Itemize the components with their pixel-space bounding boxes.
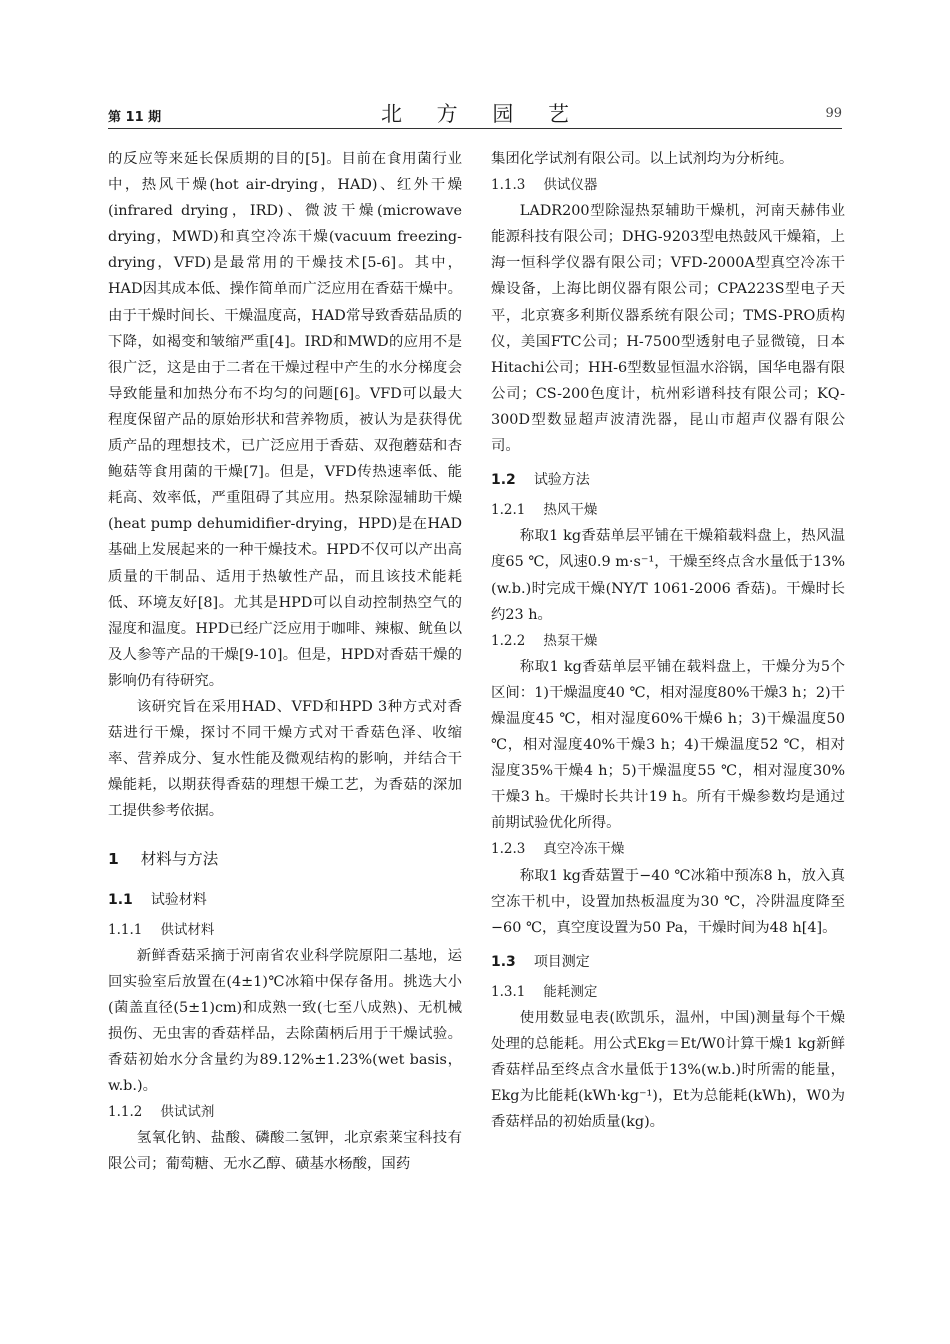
paragraph: 称取1 kg香菇单层平铺在载料盘上，干燥分为5个区间：1)干燥温度40 ℃，相对湿度80%干燥3 h；2)干燥温度45 ℃，相对湿度60%干燥6 h；3)干燥温度50 ℃，相对湿度40%干燥3 h；4)干燥温度52 ℃，相对湿度35%干燥4 h；5)干燥温度55 ℃，相对湿度30%干燥3 h。干燥时长共计19 h。所有干燥参数均是通过前期试验优化所得。 — [491, 658, 845, 832]
subsubsection-heading — [491, 979, 845, 1005]
header-rule — [108, 128, 842, 129]
issue-number: 第 11 期 — [108, 110, 162, 125]
paragraph: 称取1 kg香菇置于−40 ℃冰箱中预冻8 h，放入真空冻干机中，设置加热板温度为30 ℃，冷阱温度降至−60 ℃，真空度设置为50 Pa，干燥时间为48 h[4]。 — [491, 867, 845, 936]
subsubsection-heading — [108, 1099, 462, 1125]
section-number: 1.3.1 — [491, 983, 526, 1000]
paragraph: 称取1 kg香菇单层平铺在干燥箱载料盘上，热风温度65 ℃，风速0.9 m·s⁻¹，干燥至终点含水量低于13%(w.b.)时完成干燥(NY/T 1061-2006 香菇)。干燥时长约23 h。 — [491, 528, 845, 623]
section-number: 1 — [108, 850, 119, 869]
section-number: 1.2.2 — [491, 632, 526, 649]
section-number: 1.1 — [108, 891, 133, 908]
section-number: 1.1.2 — [108, 1104, 143, 1121]
page-number: 99 — [825, 106, 842, 121]
subsection-heading — [491, 467, 845, 493]
section-number: 1.1.1 — [108, 921, 143, 938]
subsection-heading — [491, 949, 845, 975]
section-number: 1.1.3 — [491, 177, 526, 194]
left-column — [108, 146, 462, 1178]
section-title: 试验材料 — [150, 891, 207, 908]
section-title: 项目测定 — [533, 953, 590, 970]
section-title: 试验方法 — [533, 472, 590, 489]
paragraph: LADR200型除湿热泵辅助干燥机，河南天赫伟业能源科技有限公司；DHG-9203型电热鼓风干燥箱，上海一恒科学仪器有限公司；VFD-2000A型真空冷冻干燥设备，上海比朗仪器有限公司；CPA223S型电子天平，北京赛多利斯仪器系统有限公司；TMS-PRO质构仪，美国FTC公司；H-7500型透射电子显微镜，日本Hitachi公司；HH-6型数显恒温水浴锅，国华电器有限公司；CS-200色度计，杭州彩谱科技有限公司；KQ-300D型数显超声波清洗器，昆山市超声仪器有限公司。 — [491, 203, 845, 455]
section-heading — [108, 846, 462, 872]
right-column — [491, 146, 845, 1135]
section-title: 供试仪器 — [543, 177, 598, 194]
section-number: 1.2 — [491, 472, 516, 489]
subsection-heading — [108, 887, 462, 913]
paragraph: 该研究旨在采用HAD、VFD和HPD 3种方式对香菇进行干燥，探讨不同干燥方式对干香菇色泽、收缩率、营养成分、复水性能及微观结构的影响，并结合干燥能耗，以期获得香菇的理想干燥工艺，为香菇的深加工提供参考依据。 — [108, 698, 462, 820]
subsubsection-heading — [108, 917, 462, 943]
paragraph: 的反应等来延长保质期的目的[5]。目前在食用菌行业中，热风干燥(hot air-drying，HAD)、红外干燥(infrared drying，IRD)、微波干燥(microwave drying，MWD)和真空冷冻干燥(vacuum freezing-drying，VFD)是最常用的干燥技术[5-6]。其中，HAD因其成本低、操作简单而广泛应用在香菇干燥中。由于干燥时间长、干燥温度高，HAD常导致香菇品质的下降，如褐变和皱缩严重[4]。IRD和MWD的应用不是很广泛，这是由于二者在干燥过程中产生的水分梯度会导致能量和加热分布不均匀的问题[6]。VFD可以最大程度保留产品的原始形状和营养物质，被认为是获得优质产品的理想技术，已广泛应用于香菇、双孢蘑菇和杏鲍菇等食用菌的干燥[7]。但是，VFD传热速率低、能耗高、效率低，严重阻碍了其应用。热泵除湿辅助干燥(heat pump dehumidifier-drying，HPD)是在HAD基础上发展起来的一种干燥技术。HPD不仅可以产出高质量的干制品、适用于热敏性产品，而且该技术能耗低、环境友好[8]。尤其是HPD可以自动控制热空气的湿度和温度。HPD已经广泛应用于咖啡、辣椒、鱿鱼以及人参等产品的干燥[9-10]。但是，HPD对香菇干燥的影响仍有待研究。 — [108, 151, 462, 689]
subsubsection-heading — [491, 497, 845, 523]
section-title: 能耗测定 — [543, 983, 598, 1000]
section-title: 热泵干燥 — [543, 632, 598, 649]
paragraph: 氢氧化钠、盐酸、磷酸二氢钾，北京索莱宝科技有限公司；葡萄糖、无水乙醇、磺基水杨酸，国药 — [108, 1130, 462, 1173]
section-title: 真空冷冻干燥 — [543, 841, 625, 858]
paragraph: 集团化学试剂有限公司。以上试剂均为分析纯。 — [491, 151, 794, 167]
journal-title: 北 方 园 艺 — [380, 102, 584, 126]
section-title: 材料与方法 — [140, 850, 219, 869]
section-title: 供试试剂 — [160, 1104, 215, 1121]
page-header — [108, 92, 842, 132]
section-title: 供试材料 — [160, 921, 215, 938]
subsubsection-heading — [491, 628, 845, 654]
subsubsection-heading — [491, 172, 845, 198]
section-number: 1.2.1 — [491, 502, 526, 519]
subsubsection-heading — [491, 836, 845, 862]
section-number: 1.2.3 — [491, 841, 526, 858]
paragraph: 使用数显电表(欧凯乐，温州，中国)测量每个干燥处理的总能耗。用公式Ekg＝Et/W0计算干燥1 kg新鲜香菇样品至终点含水量低于13%(w.b.)时所需的能量，Ekg为比能耗(kWh·kg⁻¹)，Et为总能耗(kWh)，W0为香菇样品的初始质量(kg)。 — [491, 1010, 845, 1131]
section-title: 热风干燥 — [543, 502, 598, 519]
paragraph: 新鲜香菇采摘于河南省农业科学院原阳二基地，运回实验室后放置在(4±1)℃冰箱中保存备用。挑选大小(菌盖直径(5±1)cm)和成熟一致(七至八成熟)、无机械损伤、无虫害的香菇样品，去除菌柄后用于干燥试验。香菇初始水分含量约为89.12%±1.23%(wet basis，w.b.)。 — [108, 947, 462, 1095]
section-number: 1.3 — [491, 953, 516, 970]
